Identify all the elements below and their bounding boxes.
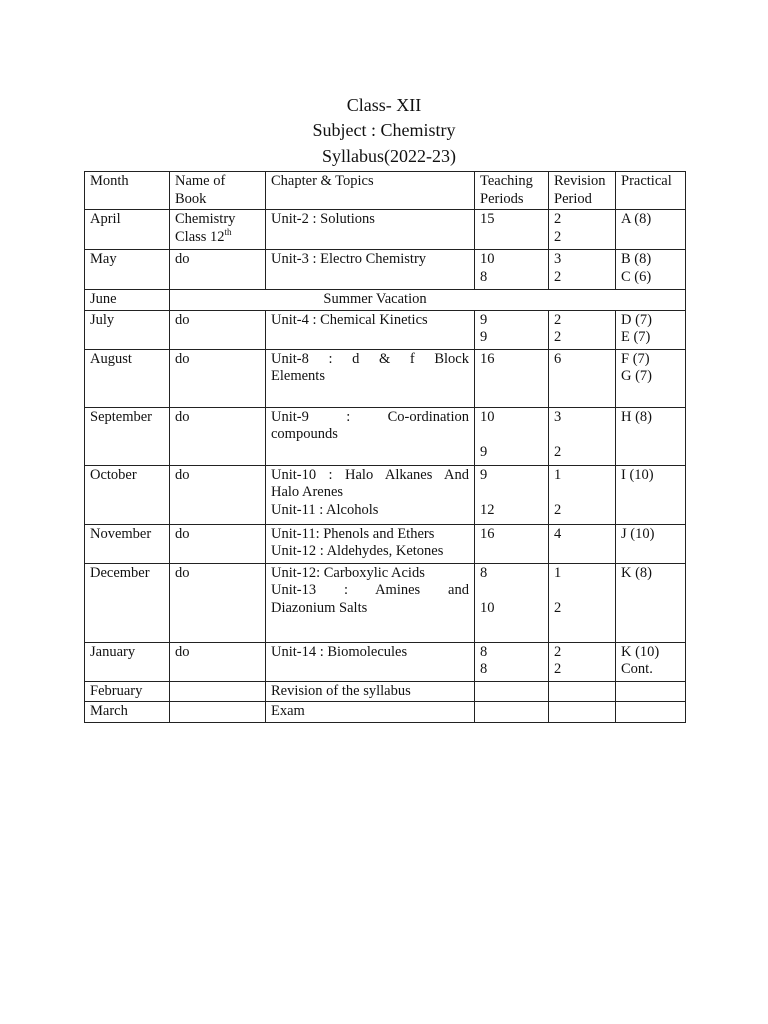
cell-book: do [170, 349, 266, 407]
class-heading: Class- XII [346, 95, 422, 115]
cell-practical [616, 681, 686, 702]
table-row-october [85, 465, 686, 524]
cell-book [170, 681, 266, 702]
cell-teaching: 10 8 [475, 250, 549, 290]
cell-practical: F (7) G (7) [616, 349, 686, 407]
cell-month: May [85, 250, 170, 290]
cell-revision: 2 2 [549, 210, 616, 250]
cell-book: Chemistry Class 12th [170, 210, 266, 250]
cell-month: February [85, 681, 170, 702]
table-row-may [85, 250, 686, 290]
cell-teaching: 16 [475, 524, 549, 563]
cell-book [170, 702, 266, 723]
subject-heading: Subject : Chemistry [312, 120, 456, 140]
header-practical: Practical [616, 172, 686, 210]
cell-practical: B (8) C (6) [616, 250, 686, 290]
cell-practical: K (10) Cont. [616, 642, 686, 681]
cell-month: October [85, 465, 170, 524]
table-row-january [85, 642, 686, 681]
cell-teaching [475, 702, 549, 723]
cell-revision: 6 [549, 349, 616, 407]
cell-revision: 4 [549, 524, 616, 563]
cell-revision [549, 681, 616, 702]
cell-revision: 1 2 [549, 563, 616, 642]
cell-practical: D (7) E (7) [616, 310, 686, 349]
cell-chapter: Unit-3 : Electro Chemistry [266, 250, 475, 290]
cell-teaching: 9 9 [475, 310, 549, 349]
cell-month: March [85, 702, 170, 723]
cell-month: July [85, 310, 170, 349]
cell-revision: 2 2 [549, 310, 616, 349]
cell-chapter: Unit-4 : Chemical Kinetics [266, 310, 475, 349]
table-row-december [85, 563, 686, 642]
syllabus-heading: Syllabus(2022-23) [322, 146, 456, 166]
cell-chapter: Unit-10 : Halo Alkanes And Halo Arenes Unit-11 : Alcohols [266, 465, 475, 524]
cell-revision: 2 2 [549, 642, 616, 681]
cell-practical [616, 702, 686, 723]
cell-practical: H (8) [616, 407, 686, 465]
cell-chapter: Unit-12: Carboxylic Acids Unit-13 : Amines and Diazonium Salts [266, 563, 475, 642]
cell-revision: 3 2 [549, 250, 616, 290]
cell-teaching: 16 [475, 349, 549, 407]
cell-revision [549, 702, 616, 723]
cell-chapter: Unit-14 : Biomolecules [266, 642, 475, 681]
cell-book: do [170, 250, 266, 290]
cell-month: December [85, 563, 170, 642]
cell-chapter: Unit-9 : Co-ordination compounds [266, 407, 475, 465]
cell-practical: K (8) [616, 563, 686, 642]
cell-chapter: Unit-8 : d & f Block Elements [266, 349, 475, 407]
table-row-april [85, 210, 686, 250]
header-book: Name of Book [170, 172, 266, 210]
cell-revision: 1 2 [549, 465, 616, 524]
cell-book: do [170, 524, 266, 563]
cell-month: August [85, 349, 170, 407]
cell-revision: 3 2 [549, 407, 616, 465]
cell-chapter: Unit-11: Phenols and Ethers Unit-12 : Aldehydes, Ketones [266, 524, 475, 563]
cell-practical: A (8) [616, 210, 686, 250]
cell-month: November [85, 524, 170, 563]
cell-teaching: 15 [475, 210, 549, 250]
table-header-row [85, 172, 686, 210]
cell-practical: I (10) [616, 465, 686, 524]
table-row-september [85, 407, 686, 465]
cell-teaching: 8 10 [475, 563, 549, 642]
cell-chapter: Unit-2 : Solutions [266, 210, 475, 250]
table-row-august [85, 349, 686, 407]
table-row-november [85, 524, 686, 563]
cell-teaching: 10 9 [475, 407, 549, 465]
cell-practical: J (10) [616, 524, 686, 563]
header-chapter: Chapter & Topics [266, 172, 475, 210]
cell-month: January [85, 642, 170, 681]
cell-book: do [170, 310, 266, 349]
cell-chapter: Exam [266, 702, 475, 723]
cell-book: do [170, 642, 266, 681]
cell-month: April [85, 210, 170, 250]
cell-summer-vacation: Summer Vacation [170, 290, 686, 311]
cell-teaching: 9 12 [475, 465, 549, 524]
header-month: Month [85, 172, 170, 210]
table-row-june [85, 290, 686, 311]
cell-teaching [475, 681, 549, 702]
table-row-march [85, 702, 686, 723]
cell-book: do [170, 465, 266, 524]
cell-book: do [170, 563, 266, 642]
table-row-july [85, 310, 686, 349]
cell-book: do [170, 407, 266, 465]
syllabus-table [84, 171, 686, 723]
table-row-february [85, 681, 686, 702]
header-revision: Revision Period [549, 172, 616, 210]
cell-month: June [85, 290, 170, 311]
cell-month: September [85, 407, 170, 465]
cell-chapter: Revision of the syllabus [266, 681, 475, 702]
header-teaching: Teaching Periods [475, 172, 549, 210]
cell-teaching: 8 8 [475, 642, 549, 681]
